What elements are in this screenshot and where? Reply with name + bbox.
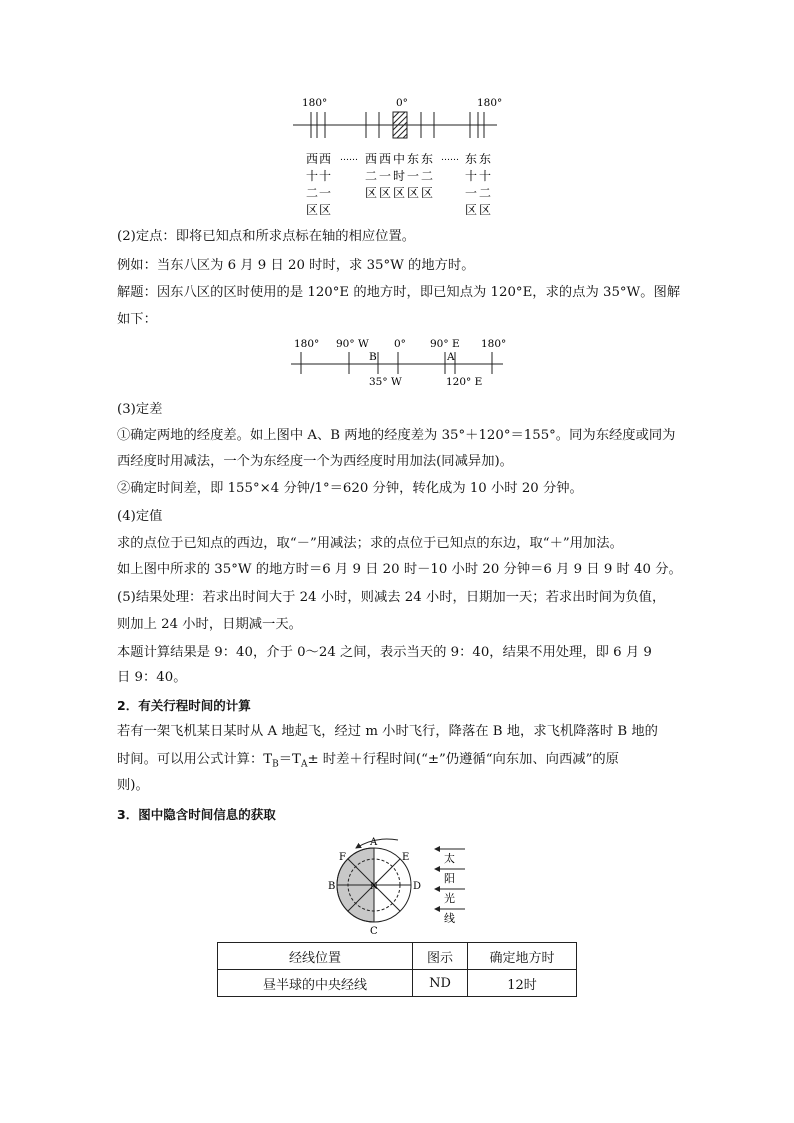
svg-text:区: 区 xyxy=(306,203,319,217)
text-line: 西经度时用减法，一个为东经度一个为西经度时用加法(同减异加)。 xyxy=(117,454,513,469)
text-line: 日 9：40。 xyxy=(117,670,187,685)
axis-label: 180° xyxy=(294,338,320,350)
table-cell: 昼半球的中央经线 xyxy=(218,970,413,997)
text-line: 若有一架飞机某日某时从 A 地起飞，经过 m 小时飞行，降落在 B 地，求飞机降落时 B 地的 xyxy=(117,724,658,739)
svg-text:中: 中 xyxy=(393,152,406,166)
text-line: 本题计算结果是 9：40，介于 0～24 之间，表示当天的 9：40，结果不用处理，即 6 月 9 xyxy=(117,645,652,660)
axis-label: 180° xyxy=(481,338,507,350)
ellipsis-right: …… xyxy=(441,153,459,163)
zone-labels xyxy=(306,151,491,217)
text-line: ②确定时间差，即 155°×4 分钟/1°＝620 分钟，转化成为 10 小时 20 分钟。 xyxy=(117,481,583,496)
svg-text:东: 东 xyxy=(407,152,420,166)
sunlight-char: 线 xyxy=(444,912,455,925)
formula-line: 时间。可以用公式计算：$T_B=T_A\pm$ 时差＋行程时间(“±”仍遵循“向东加、向西减”的原 xyxy=(117,752,619,770)
svg-text:东: 东 xyxy=(465,152,478,166)
text-line: 则)。 xyxy=(117,778,149,793)
globe-letter-d: D xyxy=(413,881,422,892)
svg-text:西: 西 xyxy=(379,152,392,166)
svg-text:区: 区 xyxy=(379,186,392,200)
svg-text:东: 东 xyxy=(479,152,492,166)
axis-label: 0° xyxy=(394,338,406,350)
svg-text:二: 二 xyxy=(479,186,492,200)
globe-letter-e: E xyxy=(402,852,410,863)
section-heading: 2．有关行程时间的计算 xyxy=(117,698,251,713)
svg-text:西: 西 xyxy=(306,152,319,166)
text-line: 求的点位于已知点的西边，取“－”用减法；求的点位于已知点的东边，取“＋”用加法。 xyxy=(117,536,623,551)
label-180-left: 180° xyxy=(302,97,328,109)
svg-text:区: 区 xyxy=(421,186,434,200)
globe-letter-c: C xyxy=(370,926,378,935)
svg-text:一: 一 xyxy=(407,169,420,183)
svg-text:区: 区 xyxy=(319,203,332,217)
table-header: 图示 xyxy=(413,943,468,970)
table-cell: 12时 xyxy=(468,970,577,997)
section-heading: 3．图中隐含时间信息的获取 xyxy=(117,807,276,822)
globe-letter-b: B xyxy=(328,881,336,892)
sunlight-char: 阳 xyxy=(444,872,455,885)
table-row xyxy=(218,970,577,997)
ellipsis-left: …… xyxy=(340,153,358,163)
axis-label: 90° W xyxy=(336,338,369,350)
longitude-axis-diagram xyxy=(285,334,510,390)
svg-text:十: 十 xyxy=(479,169,492,183)
text-line: ①确定两地的经度差。如上图中 A、B 两地的经度差为 35°＋120°＝155°。同为东经度或同为 xyxy=(117,428,676,443)
globe-letter-a: A xyxy=(370,837,378,848)
svg-text:十: 十 xyxy=(306,169,319,183)
point-a-label: A xyxy=(447,351,455,363)
svg-text:一: 一 xyxy=(379,169,392,183)
svg-text:区: 区 xyxy=(407,186,420,200)
label-180-right: 180° xyxy=(477,97,503,109)
table-cell: ND xyxy=(413,970,468,997)
table-header-row xyxy=(218,943,577,970)
text-line: 如下： xyxy=(117,312,157,327)
table-header: 确定地方时 xyxy=(468,943,577,970)
globe-diagram xyxy=(320,830,480,935)
svg-text:区: 区 xyxy=(465,203,478,217)
point-b-label: B xyxy=(369,351,377,363)
text-line: 解题：因东八区的区时使用的是 120°E 的地方时，即已知点为 120°E，求的点为 35°W。图解 xyxy=(117,285,681,300)
svg-text:一: 一 xyxy=(319,186,332,200)
text-line: (4)定值 xyxy=(117,509,163,524)
svg-text:时: 时 xyxy=(393,169,406,183)
meridian-table xyxy=(217,942,577,997)
svg-text:二: 二 xyxy=(421,169,434,183)
label-0: 0° xyxy=(396,97,408,109)
axis-label: 120° E xyxy=(446,376,483,388)
globe-letter-n: N xyxy=(370,882,378,892)
text-line: (2)定点：即将已知点和所求点标在轴的相应位置。 xyxy=(117,229,416,244)
svg-text:西: 西 xyxy=(365,152,378,166)
svg-text:二: 二 xyxy=(306,186,319,200)
text-line: (3)定差 xyxy=(117,402,163,417)
svg-text:西: 西 xyxy=(319,152,332,166)
text-line: 如上图中所求的 35°W 的地方时＝6 月 9 日 20 时－10 小时 20 分钟＝6 月 9 日 9 时 40 分。 xyxy=(117,562,682,577)
axis-label: 35° W xyxy=(369,376,402,388)
sunlight-char: 光 xyxy=(444,892,455,905)
svg-text:二: 二 xyxy=(365,169,378,183)
text-line: (5)结果处理：若求出时间大于 24 小时，则减去 24 小时，日期加一天；若求出时间为负值， xyxy=(117,590,666,605)
globe-letter-f: F xyxy=(339,852,346,863)
svg-text:区: 区 xyxy=(393,186,406,200)
text-line: 例如：当东八区为 6 月 9 日 20 时时，求 35°W 的地方时。 xyxy=(117,258,475,273)
axis-label: 90° E xyxy=(430,338,460,350)
sunlight-char: 太 xyxy=(444,852,455,865)
svg-text:区: 区 xyxy=(479,203,492,217)
svg-text:一: 一 xyxy=(465,186,478,200)
svg-text:区: 区 xyxy=(365,186,378,200)
svg-text:十: 十 xyxy=(319,169,332,183)
table-header: 经线位置 xyxy=(218,943,413,970)
time-zone-diagram xyxy=(285,92,505,217)
text-line: 则加上 24 小时，日期减一天。 xyxy=(117,617,302,632)
svg-text:十: 十 xyxy=(465,169,478,183)
svg-text:东: 东 xyxy=(421,152,434,166)
